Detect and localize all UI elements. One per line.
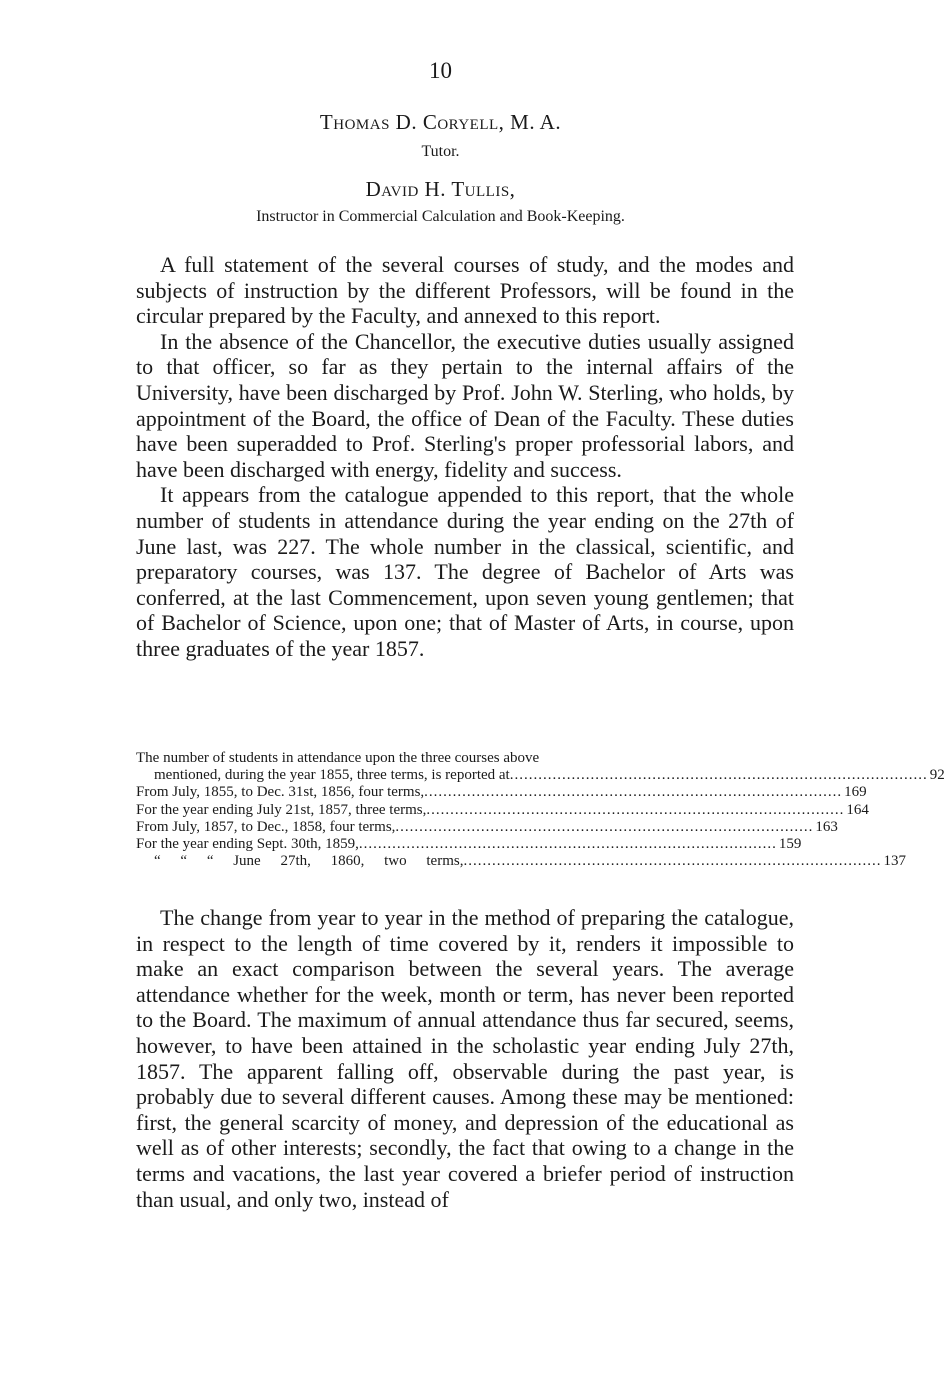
leader-dots: ........................................................................................: [395, 818, 814, 835]
body-text-top: [136, 252, 794, 662]
row-label: mentioned, during the year 1855, three terms, is reported at: [154, 767, 510, 784]
leader-dots: ........................................................................................: [463, 853, 882, 870]
faculty-name-coryell: Thomas D. Coryell, M. A.: [319, 110, 562, 134]
row-value: 163: [815, 818, 838, 835]
row-value: 137: [883, 853, 906, 870]
paragraph-dean-duties: In the absence of the Chancellor, the executive duties usually assigned to that officer, so far as they pertain to the internal affairs of the University, have been discharged by Prof. John W. Sterling, who holds, by appointment of the Board, the office of Dean of the Faculty. These duties have been superadded to Prof. Sterling's proper professorial labors, and have been discharged with energy, fidelity and success.: [136, 328, 794, 482]
row-label: From July, 1857, to Dec., 1858, four terms,: [136, 818, 396, 835]
row-label: “ “ “ June 27th, 1860, two terms,: [154, 853, 464, 870]
row-value: 159: [778, 836, 802, 853]
page-number: 10: [429, 58, 452, 83]
row-label: For the year ending July 21st, 1857, three terms,: [136, 801, 427, 818]
leader-dots: ........................................................................................: [358, 836, 777, 853]
table-row: [136, 836, 802, 853]
faculty-name-tullis: David H. Tullis,: [365, 177, 516, 201]
table-row: [136, 818, 838, 836]
table-row: [136, 784, 867, 801]
attendance-intro: The number of students in attendance upon the three courses above: [136, 750, 540, 766]
leader-dots: ........................................................................................: [426, 801, 845, 818]
faculty-role-coryell: Tutor.: [421, 143, 460, 160]
table-row: [136, 853, 906, 870]
row-label: For the year ending Sept. 30th, 1859,: [136, 836, 359, 853]
attendance-table: [136, 750, 945, 870]
faculty-role-tullis: Instructor in Commercial Calculation and Book-Keeping.: [256, 208, 625, 225]
table-row: [136, 801, 869, 819]
paragraph-attendance-change: The change from year to year in the method of preparing the catalogue, in respect to the length of time covered by it, renders it impossible to make an exact comparison between the several years. The average attendance whether for the week, month or term, has never been reported to the Board. The maximum of annual attendance thus far secured, seems, however, to have been attained in the scholastic year ending July 27th, 1857. The apparent falling off, observable during the past year, is probably due to several different causes. Among these may be mentioned: first, the general scarcity of money, and depression of the educational as well as of other interests; secondly, the fact that owing to a change in the terms and vacations, the last year covered a briefer period of instruction than usual, and only two, instead of: [136, 905, 794, 1212]
row-value: 164: [846, 801, 869, 818]
leader-dots: ........................................................................................: [424, 784, 843, 801]
row-value: 169: [844, 784, 867, 801]
row-value: 92: [929, 767, 945, 784]
paragraph-courses-statement: A full statement of the several courses of study, and the modes and subjects of instruction by the different Professors, will be found in the circular prepared by the Faculty, and annexed to this report.: [136, 252, 794, 329]
leader-dots: ........................................................................................: [509, 767, 928, 784]
row-label: From July, 1855, to Dec. 31st, 1856, four terms,: [136, 784, 425, 801]
body-text-bottom: [136, 905, 794, 1212]
paragraph-student-numbers: It appears from the catalogue appended to this report, that the whole number of students in attendance during the year ending on the 27th of June last, was 227. The whole number in the classical, scientific, and preparatory courses, was 137. The degree of Bachelor of Arts was conferred, at the last Commencement, upon seven young gentlemen; that of Bachelor of Science, upon one; that of Master of Arts, in course, upon three graduates of the year 1857.: [136, 482, 794, 661]
table-row: [136, 767, 945, 784]
